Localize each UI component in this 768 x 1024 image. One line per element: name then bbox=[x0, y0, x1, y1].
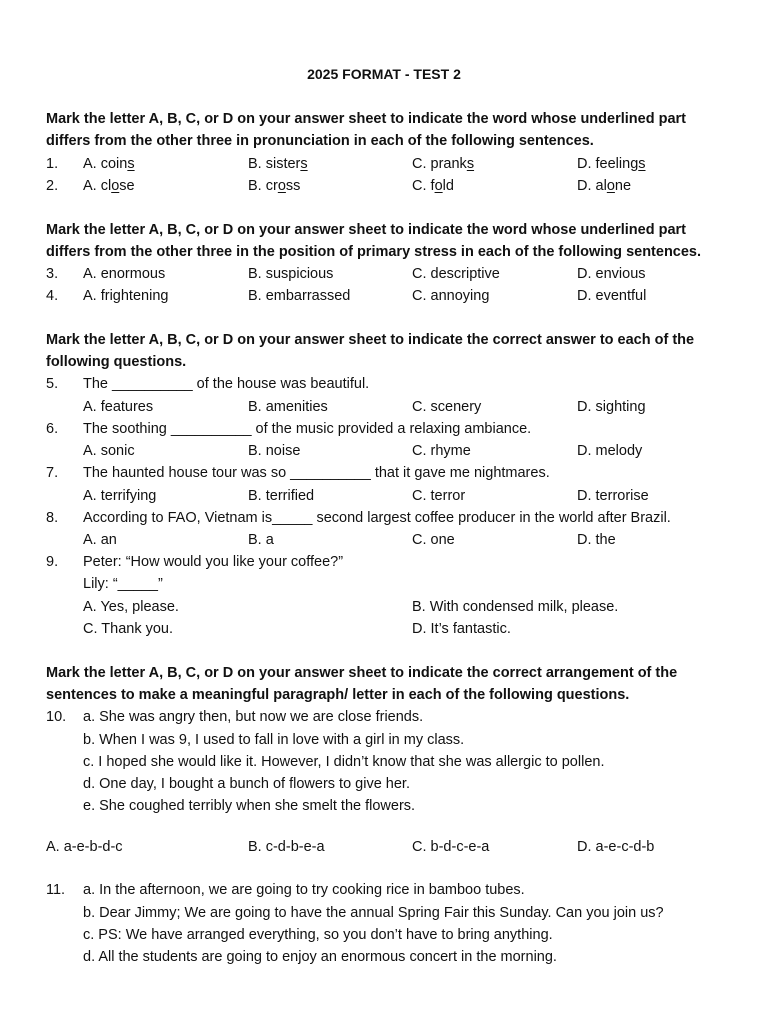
option-b: B. terrified bbox=[248, 488, 315, 504]
question-9-options-2 bbox=[46, 618, 746, 640]
underlined-part: o bbox=[606, 178, 615, 194]
option-a: A. features bbox=[83, 399, 154, 415]
question-number: 11. bbox=[46, 882, 66, 898]
option-a: A. sonic bbox=[83, 443, 135, 459]
sentence-line: b. Dear Jimmy; We are going to have the annual Spring Fair this Sunday. Can you join us? bbox=[83, 905, 664, 921]
question-10-line-a bbox=[46, 706, 746, 728]
question-9-options-1 bbox=[46, 596, 746, 618]
option-c: C. one bbox=[412, 532, 455, 548]
option-b: B. cross bbox=[248, 178, 301, 194]
option-d: D. eventful bbox=[577, 288, 647, 304]
question-7-stem bbox=[46, 462, 746, 484]
option-b: B. embarrassed bbox=[248, 288, 351, 304]
option-a: A. frightening bbox=[83, 288, 169, 304]
question-4 bbox=[46, 285, 746, 307]
section-1-instruction: Mark the letter A, B, C, or D on your answer sheet to indicate the word whose underlined part differs from the other three in pronunciation in each of the following sentences. bbox=[46, 111, 686, 149]
option-d: D. It’s fantastic. bbox=[412, 621, 511, 637]
sentence-line: e. She coughed terribly when she smelt the flowers. bbox=[83, 798, 416, 814]
underlined-part: s bbox=[300, 156, 308, 172]
question-5-stem bbox=[46, 373, 746, 395]
option-b: B. c-d-b-e-a bbox=[248, 839, 325, 855]
section-4-instruction: Mark the letter A, B, C, or D on your answer sheet to indicate the correct arrangement of the sentences to make a meaningful paragraph/ letter in each of the following questions. bbox=[46, 665, 678, 703]
option-c: C. rhyme bbox=[412, 443, 471, 459]
question-10-line-c bbox=[46, 751, 746, 773]
question-1 bbox=[46, 153, 746, 175]
sentence-line: a. She was angry then, but now we are close friends. bbox=[83, 709, 424, 725]
question-number: 7. bbox=[46, 465, 59, 481]
question-number: 3. bbox=[46, 266, 59, 282]
question-number: 2. bbox=[46, 178, 59, 194]
sentence-line: d. All the students are going to enjoy an enormous concert in the morning. bbox=[83, 949, 557, 965]
question-7-options bbox=[46, 485, 746, 507]
question-number: 4. bbox=[46, 288, 59, 304]
option-c: C. descriptive bbox=[412, 266, 500, 282]
underlined-part: s bbox=[466, 156, 475, 172]
question-number: 6. bbox=[46, 421, 59, 437]
question-9-stem bbox=[46, 551, 746, 573]
option-d: D. a-e-c-d-b bbox=[577, 839, 655, 855]
question-8-options bbox=[46, 529, 746, 551]
question-9-stem-2 bbox=[46, 573, 746, 595]
option-c: C. Thank you. bbox=[83, 621, 174, 637]
section-2-instruction: Mark the letter A, B, C, or D on your answer sheet to indicate the word whose underlined part differs from the other three in the position of primary stress in each of the following sentences. bbox=[46, 222, 702, 260]
underlined-part: o bbox=[277, 178, 286, 194]
option-a: A. Yes, please. bbox=[83, 599, 179, 615]
sentence-line: c. PS: We have arranged everything, so you don’t have to bring anything. bbox=[83, 927, 553, 943]
sentence-line: b. When I was 9, I used to fall in love with a girl in my class. bbox=[83, 732, 465, 748]
question-stem: The soothing __________ of the music provided a relaxing ambiance. bbox=[83, 421, 532, 437]
option-b: B. sisters bbox=[248, 156, 308, 172]
question-5-options bbox=[46, 396, 746, 418]
question-6-stem bbox=[46, 418, 746, 440]
question-10-options bbox=[46, 836, 746, 858]
sentence-line: a. In the afternoon, we are going to try cooking rice in bamboo tubes. bbox=[83, 882, 525, 898]
option-a: A. enormous bbox=[83, 266, 166, 282]
option-c: C. fold bbox=[412, 178, 454, 194]
question-11-line-b bbox=[46, 902, 746, 924]
question-2 bbox=[46, 175, 746, 197]
option-a: A. close bbox=[83, 178, 135, 194]
underlined-part: o bbox=[111, 178, 120, 194]
question-3 bbox=[46, 263, 746, 285]
option-a: A. coins bbox=[83, 156, 135, 172]
option-c: C. pranks bbox=[412, 156, 475, 172]
question-stem: The haunted house tour was so __________ that it gave me nightmares. bbox=[83, 465, 550, 481]
option-d: D. alone bbox=[577, 178, 632, 194]
option-c: C. terror bbox=[412, 488, 466, 504]
option-a: A. terrifying bbox=[83, 488, 157, 504]
option-d: D. envious bbox=[577, 266, 646, 282]
underlined-part: s bbox=[638, 156, 646, 172]
option-c: C. annoying bbox=[412, 288, 490, 304]
question-number: 9. bbox=[46, 554, 59, 570]
option-d: D. melody bbox=[577, 443, 643, 459]
section-3-instruction: Mark the letter A, B, C, or D on your answer sheet to indicate the correct answer to each of the following questions. bbox=[46, 332, 695, 370]
option-c: C. b-d-c-e-a bbox=[412, 839, 490, 855]
question-stem: Peter: “How would you like your coffee?” bbox=[83, 554, 344, 570]
question-11-line-c bbox=[46, 924, 746, 946]
option-c: C. scenery bbox=[412, 399, 482, 415]
question-10-line-b bbox=[46, 729, 746, 751]
option-d: D. terrorise bbox=[577, 488, 649, 504]
underlined-part: o bbox=[434, 178, 443, 194]
option-a: A. an bbox=[83, 532, 117, 548]
question-stem: According to FAO, Vietnam is_____ second largest coffee producer in the world after Brazil. bbox=[83, 510, 671, 526]
question-6-options bbox=[46, 440, 746, 462]
sentence-line: d. One day, I bought a bunch of flowers to give her. bbox=[83, 776, 410, 792]
question-number: 5. bbox=[46, 376, 59, 392]
option-d: D. sighting bbox=[577, 399, 646, 415]
question-11-line-a bbox=[46, 879, 746, 901]
option-b: B. a bbox=[248, 532, 274, 548]
question-stem-reply: Lily: “_____” bbox=[83, 576, 163, 592]
underlined-part: s bbox=[127, 156, 135, 172]
option-b: B. noise bbox=[248, 443, 301, 459]
option-a: A. a-e-b-d-c bbox=[46, 839, 123, 855]
option-b: B. With condensed milk, please. bbox=[412, 599, 619, 615]
test-title: 2025 FORMAT - TEST 2 bbox=[307, 66, 461, 82]
question-stem: The __________ of the house was beautiful. bbox=[83, 376, 370, 392]
option-d: D. feelings bbox=[577, 156, 646, 172]
question-number: 8. bbox=[46, 510, 59, 526]
option-b: B. suspicious bbox=[248, 266, 334, 282]
option-b: B. amenities bbox=[248, 399, 328, 415]
question-10-line-e bbox=[46, 795, 746, 817]
question-8-stem bbox=[46, 507, 746, 529]
question-11-line-d bbox=[46, 946, 746, 968]
question-number: 1. bbox=[46, 156, 59, 172]
question-10-line-d bbox=[46, 773, 746, 795]
option-d: D. the bbox=[577, 532, 616, 548]
question-number: 10. bbox=[46, 709, 67, 725]
sentence-line: c. I hoped she would like it. However, I didn’t know that she was allergic to pollen. bbox=[83, 754, 605, 770]
